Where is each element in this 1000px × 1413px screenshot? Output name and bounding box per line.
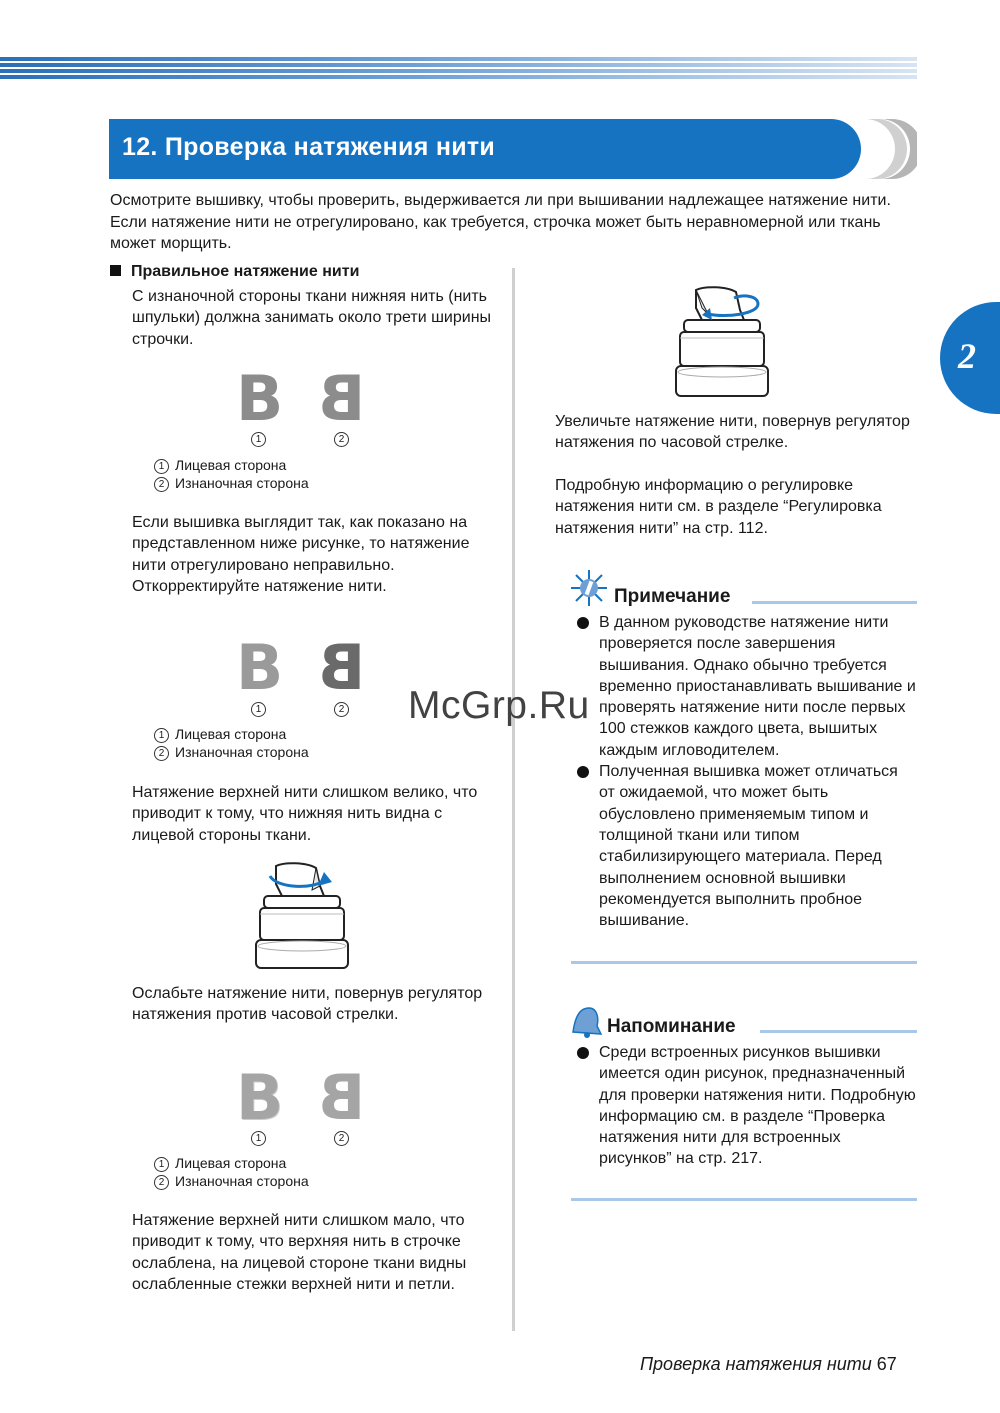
legend-front: 1 Лицевая сторона bbox=[154, 1155, 286, 1173]
marker-1: 1 bbox=[251, 702, 266, 717]
tension-knob-icon bbox=[254, 860, 350, 972]
legend-front: 1 Лицевая сторона bbox=[154, 726, 286, 744]
chapter-number: 2 bbox=[958, 336, 976, 376]
header-stripes bbox=[0, 57, 917, 85]
note-bottom-rule bbox=[571, 961, 917, 964]
front-side-letter: B bbox=[236, 362, 284, 435]
reminder-heading: Напоминание bbox=[607, 1016, 736, 1037]
marker-1: 1 bbox=[251, 432, 266, 447]
watermark: McGrp.Ru bbox=[408, 684, 590, 727]
correct-tension-text: С изнаночной стороны ткани нижняя нить (нить шпульки) должна занимать около трети ширины строчки. bbox=[132, 288, 492, 348]
tension-knob-icon bbox=[674, 284, 770, 400]
reminder-list bbox=[571, 1042, 917, 1170]
correct-tension-heading: Правильное натяжение нити bbox=[110, 263, 359, 281]
marker-2: 2 bbox=[334, 1131, 349, 1146]
running-title: Проверка натяжения нити bbox=[640, 1354, 872, 1374]
legend-back: 2 Изнаночная сторона bbox=[154, 475, 309, 493]
list-item: В данном руководстве натяжение нити проверяется после завершения вышивания. Однако обычно требуется временно приостанавливать вышивание и проверять натяжение нити после первых 100 стежков каждого цвета, вышитых каждым игловодителем. bbox=[571, 612, 917, 761]
reference-text: Подробную информацию о регулировке натяжения нити см. в разделе “Регулировка натяжения нити” на стр. 112. bbox=[555, 477, 882, 537]
front-side-letter: B bbox=[236, 1061, 284, 1134]
legend-front: 1 Лицевая сторона bbox=[154, 457, 286, 475]
note-heading-rule bbox=[752, 601, 917, 604]
intro-paragraph: Осмотрите вышивку, чтобы проверить, выдерживается ли при вышивании надлежащее натяжение нити. Если натяжение нити не отрегулировано, как требуется, строчка может быть неравномерной или ткань может морщить. bbox=[110, 192, 891, 252]
bullet-icon bbox=[577, 1047, 589, 1059]
note-heading: Примечание bbox=[614, 586, 731, 607]
page-footer bbox=[640, 1354, 897, 1375]
back-side-letter: B bbox=[318, 631, 366, 704]
list-item: Среди встроенных рисунков вышивки имеется один рисунок, предназначенный для проверки натяжения нити. Подробную информацию см. в разделе “Проверка натяжения нити для встроенных рисунков” на стр. 217. bbox=[571, 1042, 917, 1170]
bullet-icon bbox=[577, 617, 589, 629]
reminder-bell-icon bbox=[567, 1004, 603, 1040]
reminder-bottom-rule bbox=[571, 1198, 917, 1201]
bullet-icon bbox=[577, 766, 589, 778]
list-item: Полученная вышивка может отличаться от ожидаемой, что может быть обусловлено применяемым типом и толщиной ткани или типом стабилизирующего материала. Перед выполнением основной вышивки рекомендуется выполнить пробное вышивание. bbox=[571, 761, 917, 931]
page-number: 67 bbox=[876, 1354, 897, 1374]
note-list bbox=[571, 612, 917, 931]
tighten-text: Увеличьте натяжение нити, повернув регулятор натяжения по часовой стрелке. bbox=[555, 413, 910, 452]
too-loose-text: Натяжение верхней нити слишком мало, что приводит к тому, что верхняя нить в строчке ослаблена, на лицевой стороне ткани видны ослабленные стежки верхней нити и петли. bbox=[132, 1212, 467, 1293]
marker-2: 2 bbox=[334, 432, 349, 447]
marker-2: 2 bbox=[334, 702, 349, 717]
marker-1: 1 bbox=[251, 1131, 266, 1146]
back-side-letter: B bbox=[318, 1061, 366, 1134]
legend-back: 2 Изнаночная сторона bbox=[154, 1173, 309, 1191]
square-bullet-icon bbox=[110, 265, 121, 276]
loosen-text: Ослабьте натяжение нити, повернув регулятор натяжения против часовой стрелки. bbox=[132, 985, 483, 1024]
column-divider bbox=[512, 268, 515, 1331]
front-side-letter: B bbox=[236, 631, 284, 704]
legend-back: 2 Изнаночная сторона bbox=[154, 744, 309, 762]
too-tight-text: Натяжение верхней нити слишком велико, что приводит к тому, что нижняя нить видна с лицевой стороны ткани. bbox=[132, 784, 478, 844]
reminder-heading-rule bbox=[760, 1030, 917, 1033]
note-sparkle-icon bbox=[569, 568, 609, 608]
back-side-letter: B bbox=[318, 362, 366, 435]
page-title: 12. Проверка натяжения нити bbox=[122, 133, 496, 161]
incorrect-tension-text: Если вышивка выглядит так, как показано на представленном ниже рисунке, то натяжение нити отрегулировано неправильно. Откорректируйте натяжение нити. bbox=[132, 514, 470, 595]
title-bar-decoration bbox=[840, 119, 917, 179]
